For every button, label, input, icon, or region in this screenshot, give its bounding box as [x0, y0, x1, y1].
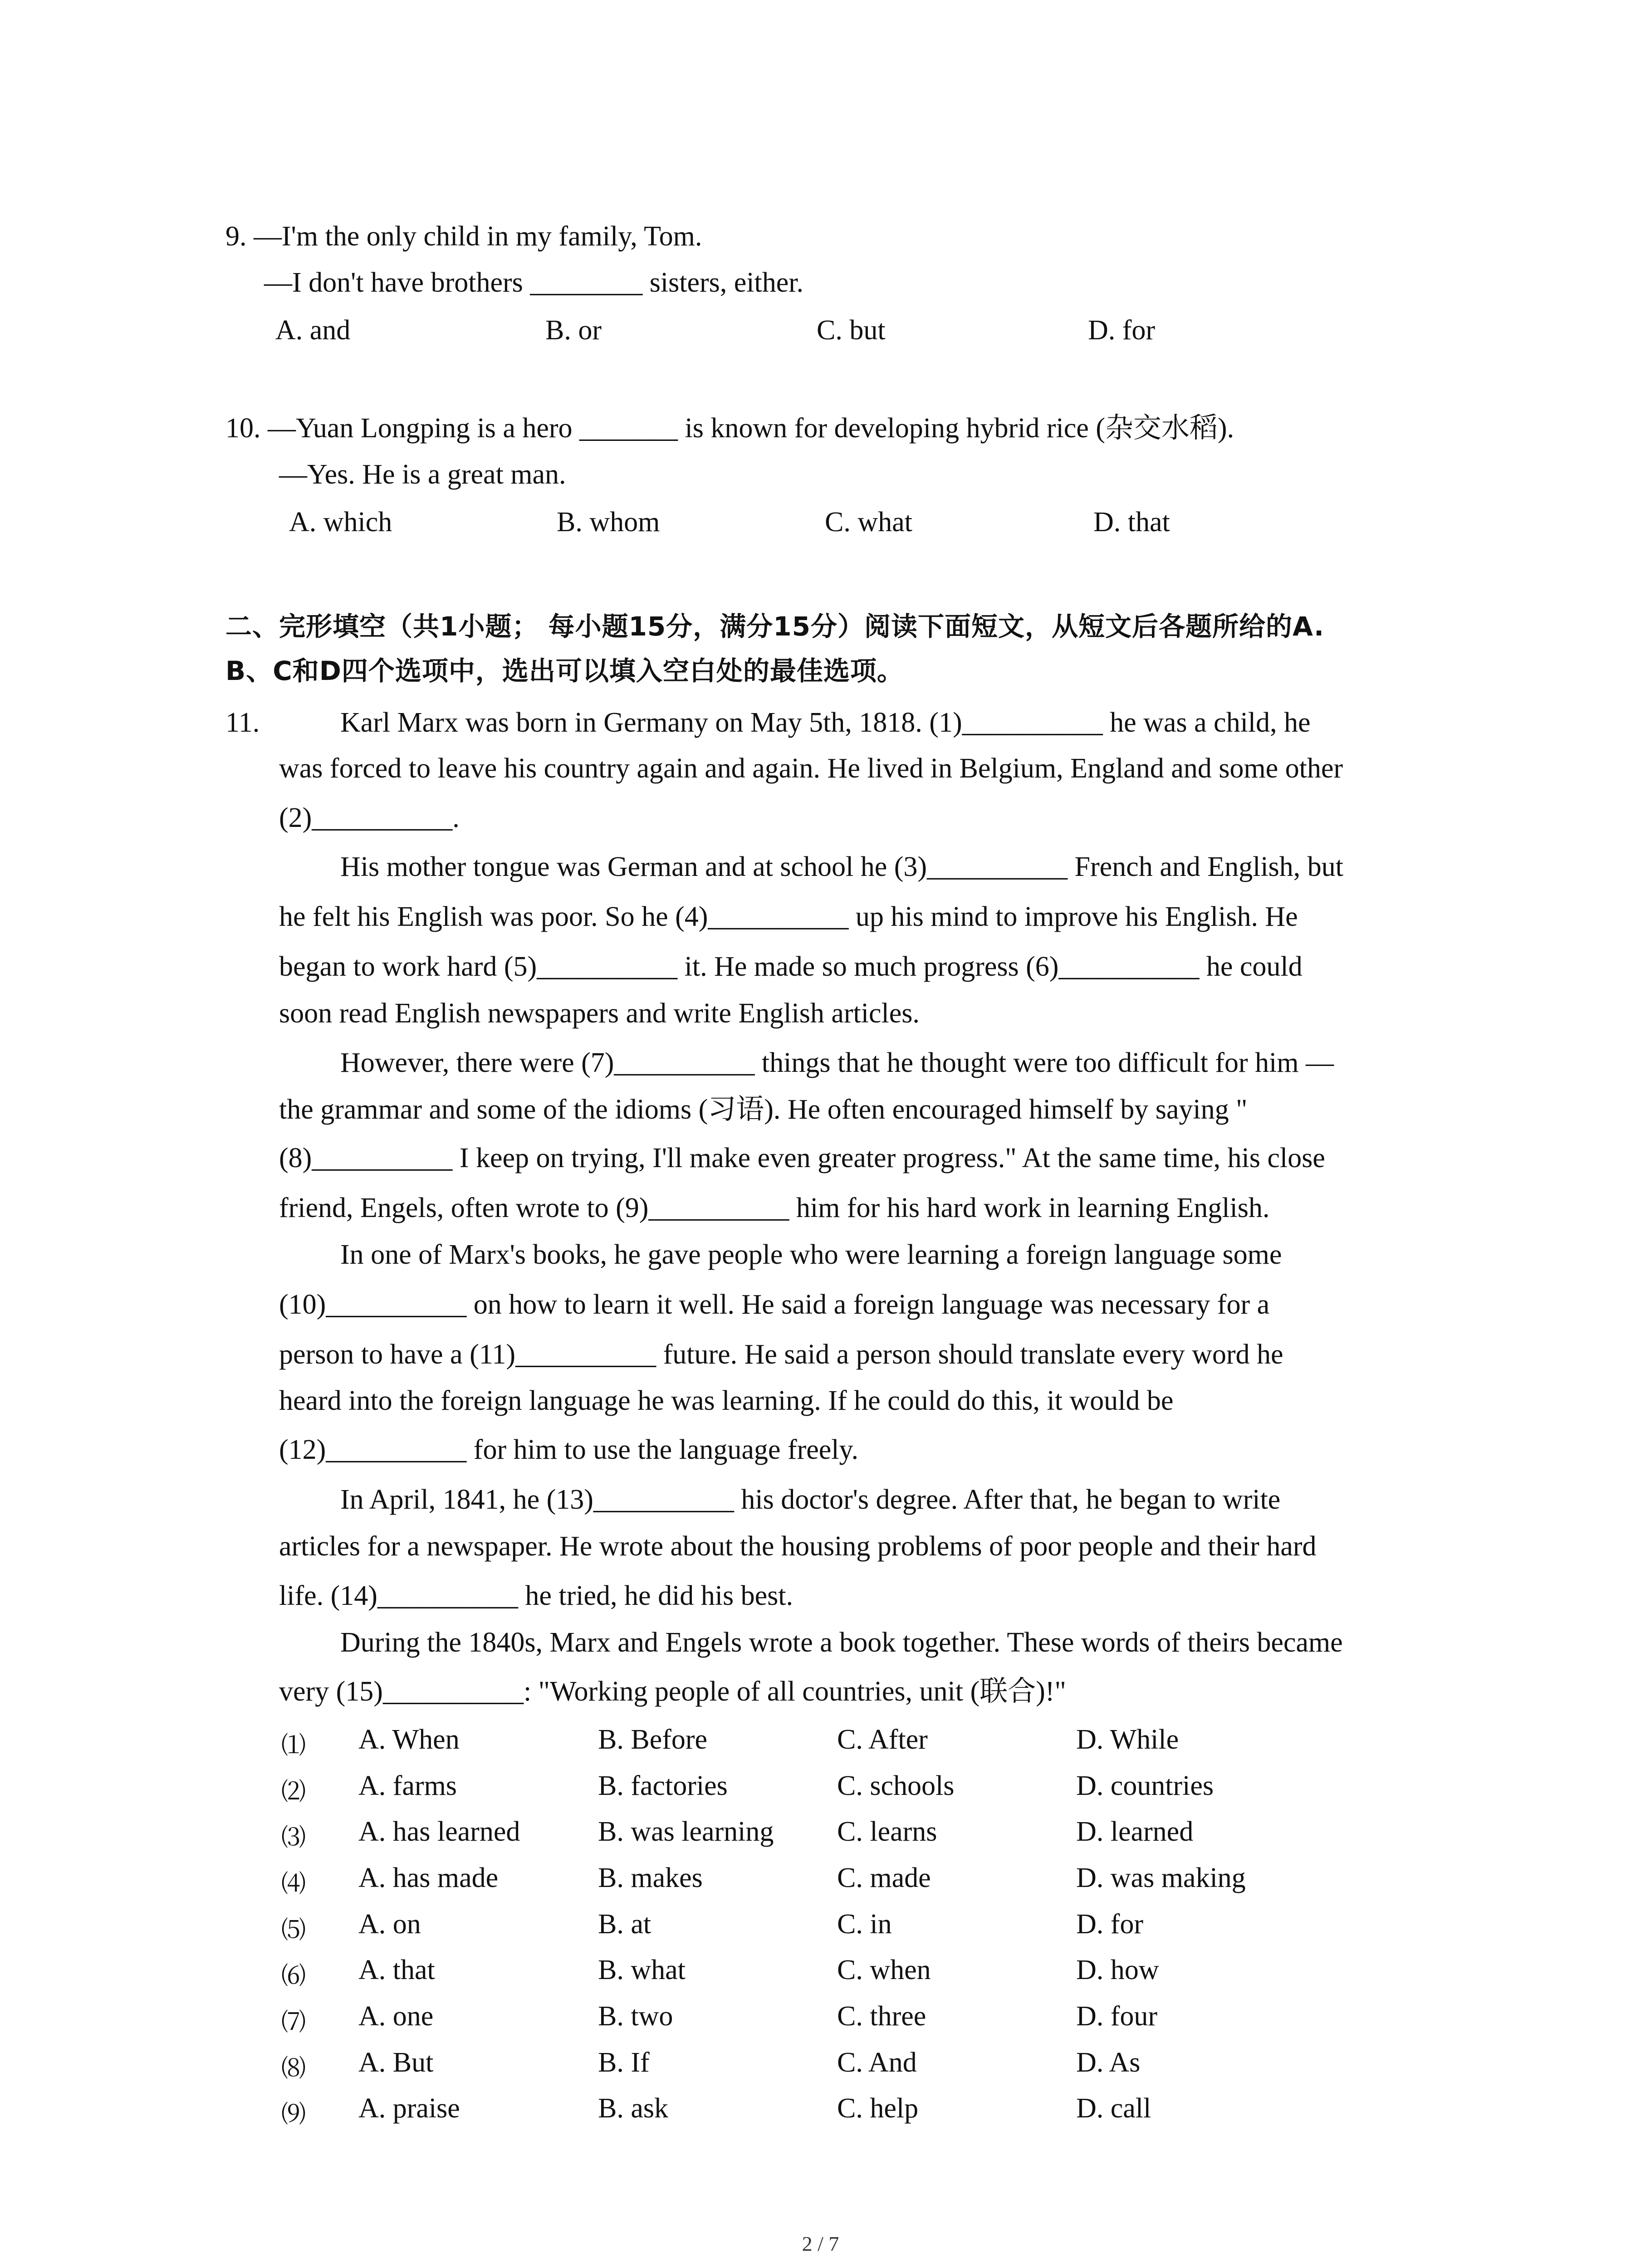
passage-line: articles for a newspaper. He wrote about the housing problems of poor people and their hard: [279, 1531, 1317, 1562]
passage-number: 11.: [225, 707, 260, 738]
choice-b: B. at: [598, 1909, 652, 1940]
passage-line: began to work hard (5)__________ it. He made so much progress (6)__________ he could: [279, 951, 1303, 982]
choice-d: D. While: [1076, 1724, 1179, 1755]
choice-number: ⑴: [281, 1732, 306, 1759]
choice-a: A. that: [358, 1955, 435, 1985]
passage-line: was forced to leave his country again and again. He lived in Belgium, England and some other: [279, 753, 1343, 784]
choice-b: B. If: [598, 2047, 650, 2078]
choice-number: ⑷: [281, 1870, 306, 1897]
choice-number: ⑸: [281, 1916, 306, 1944]
passage-line: However, there were (7)__________ things that he thought were too difficult for him —: [340, 1047, 1334, 1078]
choice-a: A. But: [358, 2047, 434, 2078]
choice-number: ⑺: [281, 2009, 306, 2036]
choice-b: B. makes: [598, 1862, 703, 1893]
choice-d: D. for: [1076, 1909, 1144, 1940]
choice-a: A. one: [358, 2001, 434, 2032]
q9-option-c: C. but: [817, 315, 886, 346]
choice-d: D. countries: [1076, 1770, 1214, 1801]
passage-line: His mother tongue was German and at school he (3)__________ French and English, but: [340, 851, 1343, 882]
choice-d: D. how: [1076, 1955, 1159, 1985]
choice-b: B. what: [598, 1955, 686, 1985]
passage-line: In April, 1841, he (13)__________ his doctor's degree. After that, he began to write: [340, 1484, 1281, 1515]
page-number: 2 / 7: [802, 2232, 839, 2255]
choice-c: C. made: [837, 1862, 931, 1893]
choice-d: D. call: [1076, 2093, 1151, 2124]
choice-c: C. And: [837, 2047, 917, 2078]
choice-c: C. help: [837, 2093, 919, 2124]
q10-line1: 10. —Yuan Longping is a hero _______ is known for developing hybrid rice (杂交水稻).: [225, 413, 1234, 444]
choice-number: ⑻: [281, 2055, 306, 2082]
q10-line2: —Yes. He is a great man.: [279, 459, 566, 490]
choice-c: C. After: [837, 1724, 928, 1755]
passage-line: soon read English newspapers and write English articles.: [279, 998, 920, 1029]
q9-line2: —I don't have brothers ________ sisters, either.: [264, 267, 803, 298]
choice-c: C. schools: [837, 1770, 955, 1801]
choice-number: ⑵: [281, 1778, 306, 1805]
choice-a: A. When: [358, 1724, 460, 1755]
choice-d: D. four: [1076, 2001, 1158, 2032]
q10-option-c: C. what: [825, 507, 912, 538]
choice-b: B. ask: [598, 2093, 668, 2124]
section-heading-line1: 二、完形填空（共1小题； 每小题15分，满分15分）阅读下面短文，从短文后各题所给的A.: [225, 611, 1324, 642]
passage-line: In one of Marx's books, he gave people who were learning a foreign language some: [340, 1239, 1282, 1270]
passage-line: friend, Engels, often wrote to (9)__________ him for his hard work in learning English.: [279, 1193, 1270, 1223]
q10-option-a: A. which: [289, 507, 392, 538]
choice-number: ⑶: [281, 1824, 306, 1851]
choice-d: D. learned: [1076, 1816, 1194, 1847]
passage-line: (10)__________ on how to learn it well. He said a foreign language was necessary for a: [279, 1289, 1270, 1320]
choice-d: D. As: [1076, 2047, 1141, 2078]
choice-a: A. on: [358, 1909, 421, 1940]
passage-line: (12)__________ for him to use the language freely.: [279, 1434, 858, 1465]
choice-a: A. praise: [358, 2093, 460, 2124]
passage-line: (8)__________ I keep on trying, I'll make even greater progress." At the same time, his close: [279, 1143, 1325, 1173]
choice-b: B. was learning: [598, 1816, 774, 1847]
passage-line: person to have a (11)__________ future. He said a person should translate every word he: [279, 1339, 1283, 1370]
passage-line: During the 1840s, Marx and Engels wrote a book together. These words of theirs became: [340, 1627, 1343, 1658]
choice-b: B. factories: [598, 1770, 728, 1801]
section-heading-line2: B、C和D四个选项中，选出可以填入空白处的最佳选项。: [225, 655, 904, 686]
q9-option-a: A. and: [275, 315, 351, 346]
choice-a: A. has made: [358, 1862, 499, 1893]
choice-d: D. was making: [1076, 1862, 1246, 1893]
passage-line: the grammar and some of the idioms (习语). He often encouraged himself by saying ": [279, 1094, 1248, 1125]
passage-line: heard into the foreign language he was learning. If he could do this, it would be: [279, 1385, 1174, 1416]
q10-option-b: B. whom: [557, 507, 660, 538]
q9-option-b: B. or: [545, 315, 602, 346]
passage-line: (2)__________.: [279, 802, 460, 833]
choice-c: C. learns: [837, 1816, 937, 1847]
passage-line: life. (14)__________ he tried, he did his best.: [279, 1580, 794, 1611]
q9-option-d: D. for: [1088, 315, 1156, 346]
choice-c: C. three: [837, 2001, 926, 2032]
choice-number: ⑼: [281, 2101, 306, 2128]
passage-line: Karl Marx was born in Germany on May 5th, 1818. (1)__________ he was a child, he: [340, 707, 1311, 738]
choice-b: B. two: [598, 2001, 673, 2032]
choice-a: A. has learned: [358, 1816, 520, 1847]
passage-line: very (15)__________: "Working people of all countries, unit (联合)!": [279, 1676, 1066, 1707]
passage-line: he felt his English was poor. So he (4)__________ up his mind to improve his English. He: [279, 901, 1298, 932]
choice-c: C. when: [837, 1955, 931, 1985]
q9-line1: 9. —I'm the only child in my family, Tom.: [225, 221, 702, 252]
choice-a: A. farms: [358, 1770, 457, 1801]
choice-c: C. in: [837, 1909, 892, 1940]
choice-number: ⑹: [281, 1962, 306, 1989]
q10-option-d: D. that: [1093, 507, 1170, 538]
choice-b: B. Before: [598, 1724, 708, 1755]
